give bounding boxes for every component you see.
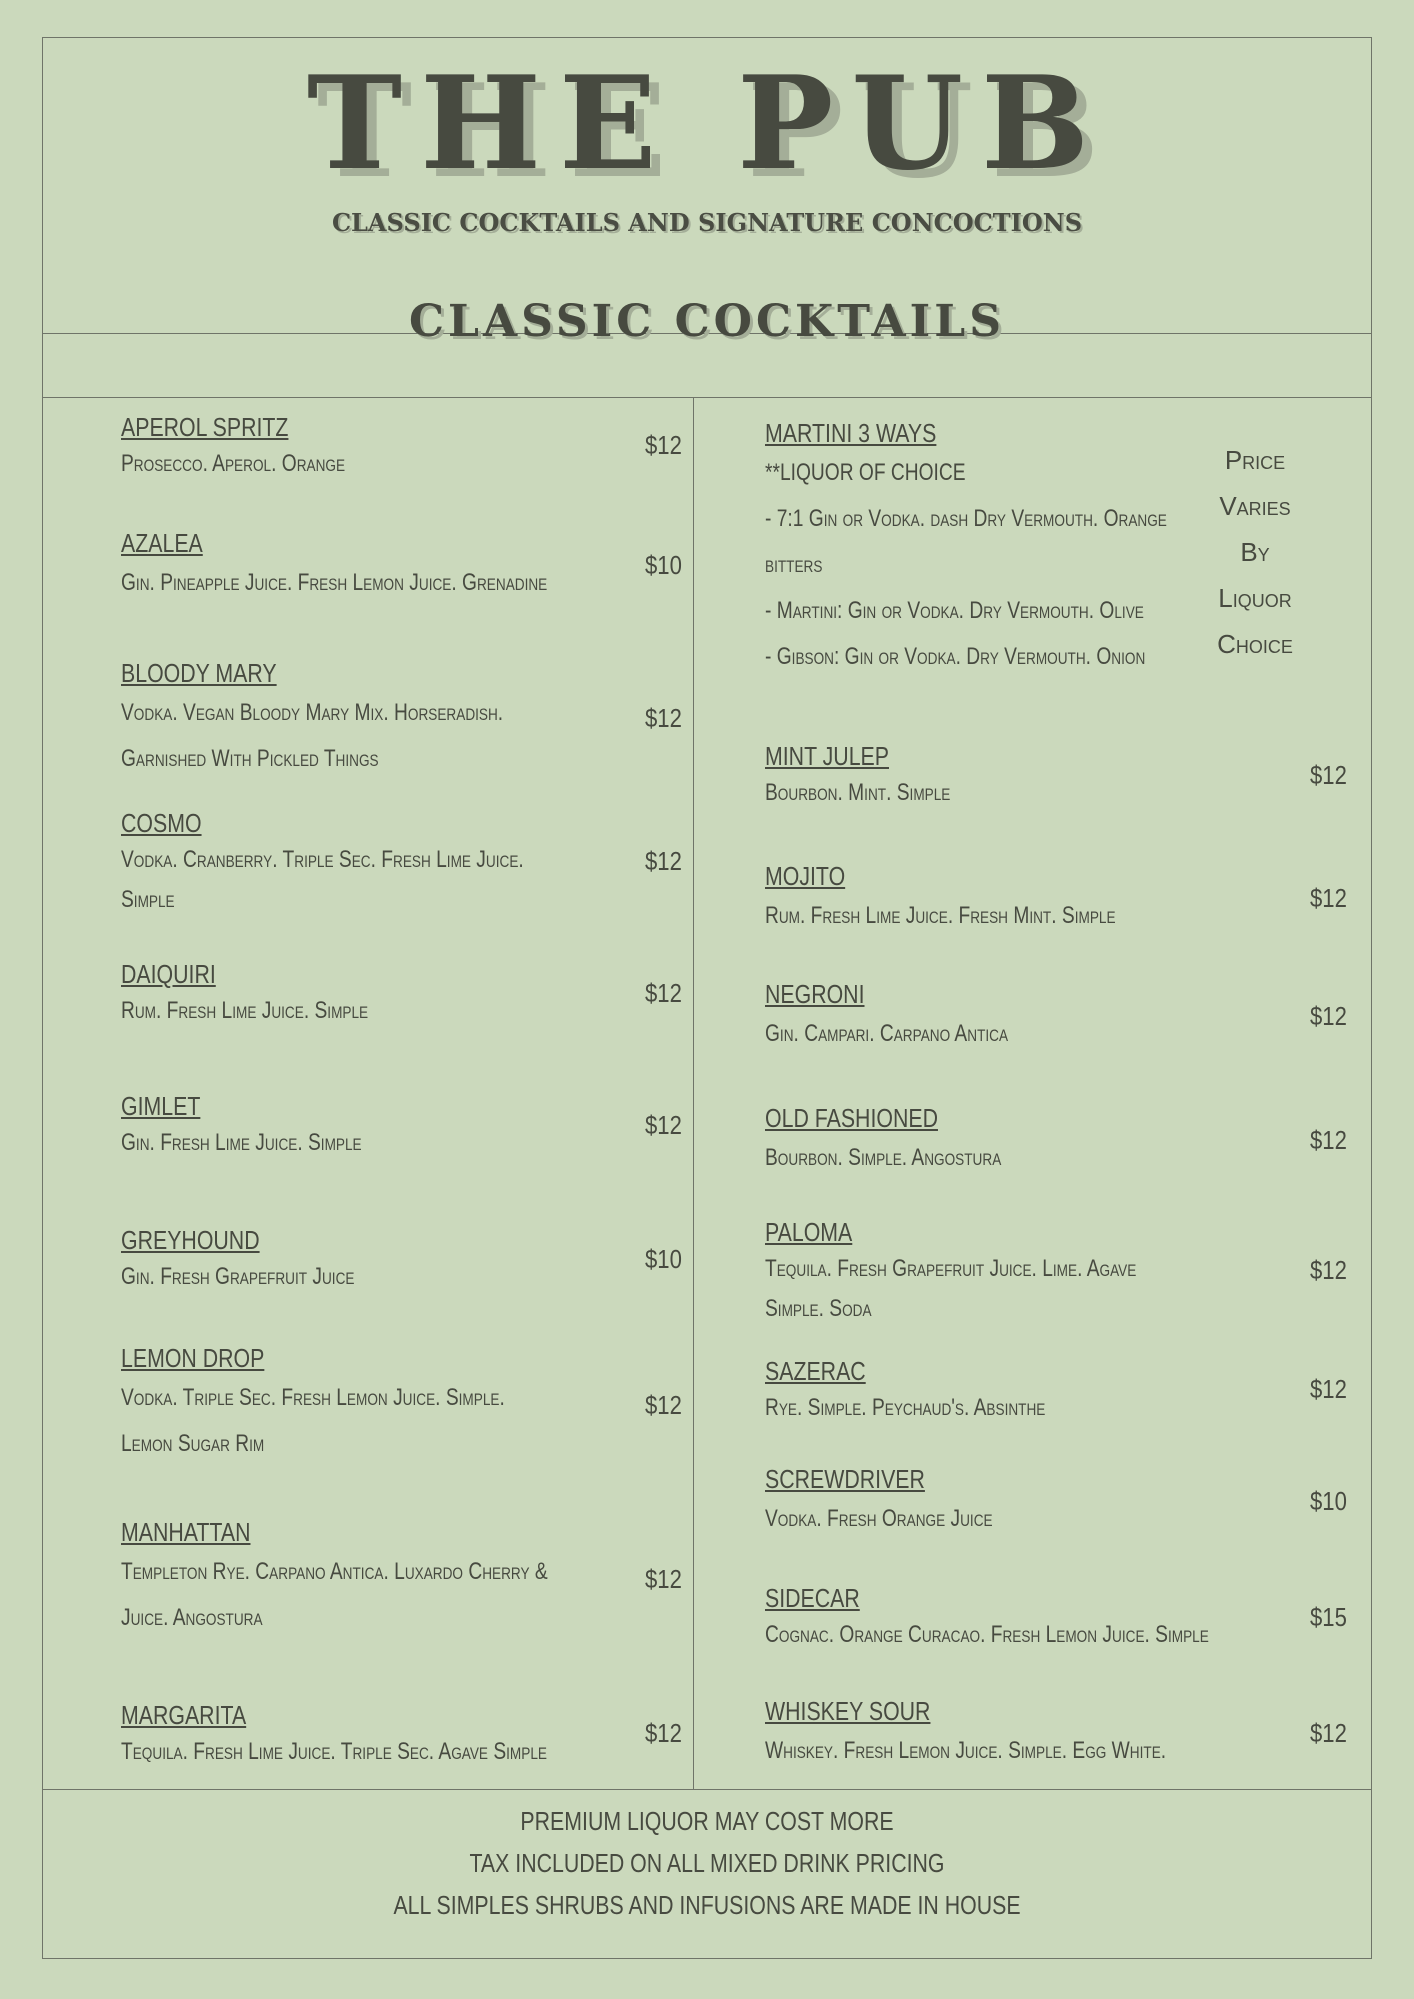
item-description: - 7:1 Gin or Vodka. dash Dry Vermouth. Orange	[765, 505, 1167, 532]
item-description: - Martini: Gin or Vodka. Dry Vermouth. Olive	[765, 597, 1144, 624]
item-name: SAZERAC	[765, 1356, 866, 1386]
column-divider	[693, 398, 694, 1789]
price-note-line: Varies	[1219, 491, 1291, 521]
item-name: MARTINI 3 WAYS	[765, 418, 937, 448]
menu-item	[765, 1694, 1266, 1774]
item-price: $12	[645, 1390, 682, 1420]
menu-item	[121, 1089, 422, 1163]
menu-item	[765, 1101, 1060, 1181]
item-name: OLD FASHIONED	[765, 1103, 938, 1133]
item-description: Tequila. Fresh Lime Juice. Triple Sec. Agave Simple	[121, 1738, 547, 1765]
section-title: CLASSIC COCKTAILS	[409, 296, 1005, 347]
item-description: Vodka. Fresh Orange Juice	[765, 1505, 993, 1532]
menu-item	[765, 1462, 1050, 1542]
menu-item	[121, 957, 430, 1031]
item-description: - Gibson: Gin or Vodka. Dry Vermouth. Onion	[765, 643, 1146, 670]
item-price: $10	[1310, 1486, 1347, 1516]
item-price: $12	[1310, 1001, 1347, 1031]
item-description: Prosecco. Aperol. Orange	[121, 450, 346, 477]
item-description: **LIQUOR OF CHOICE	[765, 459, 966, 486]
item-description: Rye. Simple. Peychaud's. Absinthe	[765, 1394, 1046, 1421]
item-name: MOJITO	[765, 861, 846, 891]
item-name: GIMLET	[121, 1091, 201, 1121]
item-description: Bourbon. Simple. Angostura	[765, 1144, 1002, 1171]
menu-item	[765, 859, 1203, 939]
item-price: $12	[645, 1564, 682, 1594]
item-description: Bourbon. Mint. Simple	[765, 779, 951, 806]
page-subtitle: CLASSIC COCKTAILS AND SIGNATURE CONCOCTIONS	[331, 208, 1083, 237]
item-price: $10	[645, 1244, 682, 1274]
item-price: $12	[1310, 1374, 1347, 1404]
item-name: SIDECAR	[765, 1583, 860, 1613]
item-price: $12	[645, 978, 682, 1008]
item-price: $12	[645, 846, 682, 876]
item-name: SCREWDRIVER	[765, 1464, 925, 1494]
item-name: MINT JULEP	[765, 741, 889, 771]
divider-footer	[43, 1789, 1371, 1790]
item-price: $12	[1310, 1718, 1347, 1748]
item-price: $10	[645, 550, 682, 580]
item-description: Gin. Fresh Lime Juice. Simple	[121, 1129, 362, 1156]
menu-item	[121, 1698, 653, 1772]
menu-item	[121, 526, 654, 606]
item-description: Gin. Pineapple Juice. Fresh Lemon Juice. Grenadine	[121, 569, 548, 596]
item-name: NEGRONI	[765, 979, 865, 1009]
item-name: MANHATTAN	[121, 1517, 251, 1547]
item-name: DAIQUIRI	[121, 959, 216, 989]
item-description: Simple. Soda	[765, 1295, 872, 1322]
item-price: $12	[645, 1718, 682, 1748]
item-name: PALOMA	[765, 1217, 853, 1247]
menu-item	[121, 1341, 601, 1467]
item-description: Gin. Fresh Grapefruit Juice	[121, 1263, 355, 1290]
menu-item	[765, 1581, 1320, 1655]
page-title: THE PUB	[306, 49, 1108, 199]
item-description: Garnished With Pickled Things	[121, 745, 379, 772]
item-description: Vodka. Triple Sec. Fresh Lemon Juice. Simple.	[121, 1384, 505, 1411]
item-description: Rum. Fresh Lime Juice. Fresh Mint. Simple	[765, 902, 1116, 929]
menu-item	[765, 977, 1069, 1057]
item-name: GREYHOUND	[121, 1225, 260, 1255]
menu-item	[765, 1354, 1115, 1428]
item-price: $12	[1310, 1255, 1347, 1285]
item-name: WHISKEY SOUR	[765, 1696, 931, 1726]
menu-item	[765, 739, 997, 813]
price-note-line: Liquor	[1218, 583, 1292, 613]
item-description: Cognac. Orange Curacao. Fresh Lemon Juice. Simple	[765, 1621, 1209, 1648]
footer-line: ALL SIMPLES SHRUBS AND INFUSIONS ARE MADE IN HOUSE	[393, 1890, 1021, 1920]
divider-section	[43, 397, 1371, 398]
menu-item	[765, 1215, 1229, 1329]
item-price: $12	[645, 1110, 682, 1140]
item-price: $12	[1310, 760, 1347, 790]
item-description: Gin. Campari. Carpano Antica	[765, 1020, 1009, 1047]
item-name: LEMON DROP	[121, 1343, 265, 1373]
menu-item	[121, 410, 401, 484]
menu-item	[121, 1223, 413, 1297]
menu-item	[121, 1515, 654, 1641]
item-description: bitters	[765, 551, 823, 578]
item-description: Simple	[121, 886, 175, 913]
item-description: Rum. Fresh Lime Juice. Simple	[121, 997, 369, 1024]
price-note-line: Price	[1224, 445, 1286, 475]
item-price: $12	[1310, 1125, 1347, 1155]
item-name: BLOODY MARY	[121, 658, 277, 688]
item-description: Lemon Sugar Rim	[121, 1430, 265, 1457]
item-price: $15	[1310, 1602, 1347, 1632]
item-price: $12	[645, 430, 682, 460]
item-description: Vodka. Vegan Bloody Mary Mix. Horseradish.	[121, 699, 504, 726]
item-description: Juice. Angostura	[121, 1604, 263, 1631]
item-price: $12	[645, 703, 682, 733]
menu-item	[121, 806, 624, 920]
footer-notes	[0, 1800, 1414, 1926]
item-description: Tequila. Fresh Grapefruit Juice. Lime. Agave	[765, 1255, 1137, 1282]
price-note-line: By	[1240, 537, 1270, 567]
menu-item	[121, 656, 599, 782]
item-name: APEROL SPRITZ	[121, 412, 289, 442]
item-description: Templeton Rye. Carpano Antica. Luxardo Cherry &	[121, 1558, 548, 1585]
footer-line: TAX INCLUDED ON ALL MIXED DRINK PRICING	[469, 1848, 945, 1878]
item-name: MARGARITA	[121, 1700, 247, 1730]
footer-line: PREMIUM LIQUOR MAY COST MORE	[520, 1806, 894, 1836]
item-price: $12	[1310, 883, 1347, 913]
item-name: AZALEA	[121, 528, 203, 558]
price-note	[1182, 437, 1328, 667]
item-name: COSMO	[121, 808, 202, 838]
price-note-line: Choice	[1217, 629, 1293, 659]
item-description: Whiskey. Fresh Lemon Juice. Simple. Egg White.	[765, 1737, 1167, 1764]
item-description: Vodka. Cranberry. Triple Sec. Fresh Lime Juice.	[121, 846, 524, 873]
